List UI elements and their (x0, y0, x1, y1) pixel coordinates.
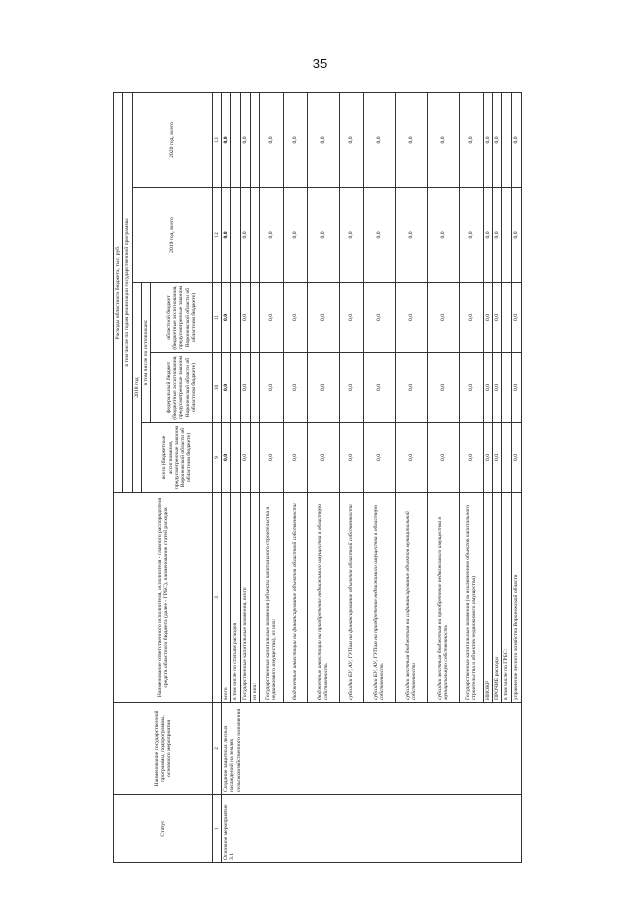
row-label: управление лесного хозяйства Воронежской области (511, 493, 521, 703)
cell-value (231, 353, 240, 423)
cell-value (502, 188, 511, 283)
cell-value: 0,0 (427, 283, 459, 353)
budget-table (113, 92, 522, 863)
cell-value: 0,0 (459, 93, 483, 188)
cell-value: 0,0 (283, 283, 307, 353)
cell-value: 0,0 (240, 93, 250, 188)
cell-value: 0,0 (307, 353, 339, 423)
cell-value: 0,0 (511, 423, 521, 493)
cell-value: 0,0 (307, 423, 339, 493)
cell-value: 0,0 (459, 353, 483, 423)
cell-value: 0,0 (395, 423, 427, 493)
cell-value (250, 353, 259, 423)
cell-value: 0,0 (395, 93, 427, 188)
cell-value: 0,0 (339, 93, 363, 188)
column-number: 11 (213, 283, 222, 353)
cell-value (250, 188, 259, 283)
cell-value: 0,0 (339, 353, 363, 423)
cell-value: 0,0 (307, 283, 339, 353)
header-2018-total: всего (бюджетные ассигнования, предусмотренные законом Воронежской области об областном бюджете) (141, 423, 212, 493)
cell-value: 0,0 (363, 353, 395, 423)
row-label: субсидии местным бюджетам на софинансирование объектов муниципальной собственности (395, 493, 427, 703)
cell-value: 0,0 (283, 93, 307, 188)
column-numbers-row (213, 93, 222, 863)
cell-value: 0,0 (459, 423, 483, 493)
cell-value: 0,0 (222, 93, 231, 188)
row-label: Государственные капитальные вложения (объекты капитального строительства и недвижимого имущества), из них: (259, 493, 283, 703)
cell-value: 0,0 (395, 188, 427, 283)
cell-value: 0,0 (363, 93, 395, 188)
cell-value: 0,0 (240, 353, 250, 423)
cell-value: 0,0 (483, 188, 492, 283)
column-number: 12 (213, 188, 222, 283)
cell-value: 0,0 (283, 188, 307, 283)
table-rotation-frame (113, 93, 519, 863)
cell-value: 0,0 (283, 423, 307, 493)
cell-value: 0,0 (240, 283, 250, 353)
main-activity-status: Основное мероприятие 3.1 (222, 795, 522, 863)
cell-value: 0,0 (459, 283, 483, 353)
header-status: Статус (114, 795, 213, 863)
cell-value: 0,0 (511, 283, 521, 353)
column-number: 2 (213, 703, 222, 795)
header-by-years: в том числе по годам реализации государственной программы (123, 93, 132, 493)
header-incl-sources: в том числе по источникам: (141, 283, 150, 423)
cell-value: 0,0 (259, 353, 283, 423)
cell-value (231, 188, 240, 283)
cell-value (502, 93, 511, 188)
cell-value: 0,0 (483, 283, 492, 353)
cell-value (502, 283, 511, 353)
cell-value: 0,0 (363, 283, 395, 353)
cell-value: 0,0 (493, 283, 502, 353)
row-label: из них: (250, 493, 259, 703)
header-responsible-name: Наименование ответственного исполнителя, исполнителя - главного распорядителя средств областного бюджета (далее - ГРБС), наименование статей расходов (114, 493, 213, 703)
cell-value: 0,0 (339, 423, 363, 493)
cell-value (502, 353, 511, 423)
table-body (222, 93, 522, 863)
header-2020-total: 2020 год, всего (132, 93, 213, 188)
cell-value (502, 423, 511, 493)
table-header (114, 93, 222, 863)
column-number: 3 (213, 493, 222, 703)
cell-value: 0,0 (483, 93, 492, 188)
cell-value: 0,0 (363, 423, 395, 493)
cell-value: 0,0 (427, 423, 459, 493)
cell-value: 0,0 (222, 353, 231, 423)
cell-value: 0,0 (240, 423, 250, 493)
row-label: НИОКР (483, 493, 492, 703)
row-label: Государственные капитальные вложения, всего (240, 493, 250, 703)
cell-value: 0,0 (259, 283, 283, 353)
row-label: бюджетные инвестиции на финансирование объектов областной собственности (283, 493, 307, 703)
cell-value: 0,0 (395, 353, 427, 423)
cell-value: 0,0 (259, 188, 283, 283)
column-number: 1 (213, 795, 222, 863)
row-label: в том числе по статьям расходов (231, 493, 240, 703)
cell-value: 0,0 (395, 283, 427, 353)
cell-value (231, 93, 240, 188)
cell-value (250, 423, 259, 493)
cell-value: 0,0 (493, 423, 502, 493)
cell-value: 0,0 (511, 353, 521, 423)
cell-value: 0,0 (483, 353, 492, 423)
row-label: Государственные капитальные вложения (за исключением объектов капитального строительства и объектов недвижимого имущества) (459, 493, 483, 703)
cell-value: 0,0 (240, 188, 250, 283)
header-expenses-title: Расходы областного бюджета, тыс. руб. (114, 93, 123, 493)
cell-value: 0,0 (283, 353, 307, 423)
cell-value: 0,0 (307, 93, 339, 188)
header-federal-budget: федеральный бюджет (бюджетные ассигнования, предусмотренные законом Воронежской области об областном бюджете) (151, 353, 213, 423)
cell-value: 0,0 (259, 93, 283, 188)
row-label: субсидии местным бюджетам на приобретение недвижимого имущества в муниципальную собственность (427, 493, 459, 703)
row-label: субсидии БУ, АУ, ГУПам на приобретение недвижимого имущества в областную собственность (363, 493, 395, 703)
row-label: бюджетные инвестиции на приобретение недвижимого имущества в областную собственность (307, 493, 339, 703)
cell-value: 0,0 (339, 188, 363, 283)
cell-value (250, 93, 259, 188)
cell-value: 0,0 (483, 423, 492, 493)
column-number: 13 (213, 93, 222, 188)
row-label: ПРОЧИЕ расходы (493, 493, 502, 703)
cell-value (231, 423, 240, 493)
cell-value: 0,0 (307, 188, 339, 283)
header-regional-budget: областной бюджет (бюджетные ассигнования, предусмотренные законом Воронежской области об областном бюджете) (151, 283, 213, 353)
cell-value: 0,0 (363, 188, 395, 283)
column-number: 10 (213, 353, 222, 423)
row-label: в том числе по ГРБС: (502, 493, 511, 703)
cell-value: 0,0 (222, 423, 231, 493)
cell-value: 0,0 (493, 353, 502, 423)
cell-value: 0,0 (511, 188, 521, 283)
table-row (222, 93, 231, 863)
cell-value: 0,0 (427, 353, 459, 423)
cell-value: 0,0 (427, 188, 459, 283)
page-number: 35 (312, 56, 328, 71)
cell-value: 0,0 (493, 93, 502, 188)
cell-value: 0,0 (493, 188, 502, 283)
header-program-name: Наименование государственной программы, подпрограммы, основного мероприятия (114, 703, 213, 795)
cell-value: 0,0 (511, 93, 521, 188)
main-activity-name: Создание защитных лесных насаждений на землях сельскохозяйственного назначения (222, 703, 522, 795)
cell-value: 0,0 (222, 283, 231, 353)
header-2019-total: 2019 год, всего (132, 188, 213, 283)
cell-value: 0,0 (259, 423, 283, 493)
rotated-table-container (113, 93, 519, 863)
row-label: всего (222, 493, 231, 703)
cell-value (231, 283, 240, 353)
cell-value (250, 283, 259, 353)
row-label: субсидии БУ, АУ, ГУПам на финансирование объектов областной собственности (339, 493, 363, 703)
cell-value: 0,0 (222, 188, 231, 283)
cell-value: 0,0 (339, 283, 363, 353)
cell-value: 0,0 (427, 93, 459, 188)
header-year-2018: 2018 год (132, 283, 141, 493)
cell-value: 0,0 (459, 188, 483, 283)
column-number: 9 (213, 423, 222, 493)
